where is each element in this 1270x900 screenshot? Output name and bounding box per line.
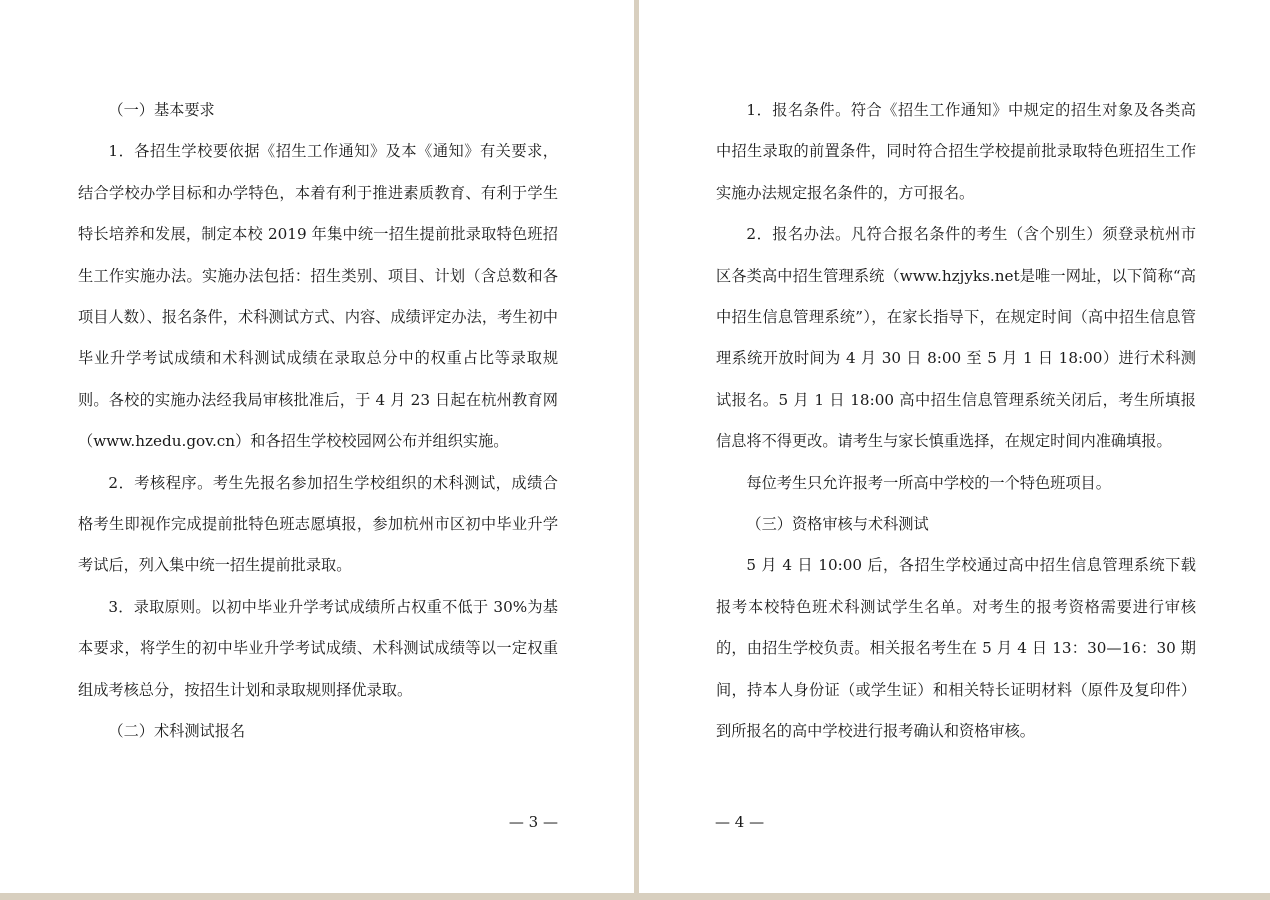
section-heading-test-registration: （二）术科测试报名: [108, 722, 246, 741]
section-heading-basic-requirements: （一）基本要求: [108, 101, 215, 119]
paragraph: 1．报名条件。符合《招生工作通知》中规定的招生对象及各类高中招生录取的前置条件，同时符合招生学校提前批录取特色班招生工作实施办法规定报名条件的，方可报名。: [716, 101, 1196, 202]
paragraph: 5 月 4 日 10:00 后，各招生学校通过高中招生信息管理系统下载报考本校特色班术科测试学生名单。对考生的报考资格需要进行审核的，由招生学校负责。相关报名考生在 5 月 4 日 13：30—16：30 期间，持本人身份证（或学生证）和相关特长证明材料（原件及复印件）到所报名的高中学校进行报考确认和资格审核。: [716, 556, 1196, 741]
left-page-body: [78, 90, 558, 753]
paragraph: 2．报名办法。凡符合报名条件的考生（含个别生）须登录杭州市区各类高中招生管理系统（www.hzjyks.net是唯一网址，以下简称“高中招生信息管理系统”），在家长指导下，在规定时间（高中招生信息管理系统开放时间为 4 月 30 日 8:00 至 5 月 1 日 18:00）进行术科测试报名。5 月 1 日 18:00 高中招生信息管理系统关闭后，考生所填报信息将不得更改。请考生与家长慎重选择，在规定时间内准确填报。: [716, 225, 1196, 451]
right-page-body: [716, 90, 1196, 753]
paragraph: 1．各招生学校要依据《招生工作通知》及本《通知》有关要求，结合学校办学目标和办学特色，本着有利于推进素质教育、有利于学生特长培养和发展，制定本校 2019 年集中统一招生提前批录取特色班招生工作实施办法。实施办法包括：招生类别、项目、计划（含总数和各项目人数）、报名条件，术科测试方式、内容、成绩评定办法，考生初中毕业升学考试成绩和术科测试成绩在录取总分中的权重占比等录取规则。各校的实施办法经我局审核批准后，于 4 月 23 日起在杭州教育网（www.hzedu.gov.cn）和各招生学校校园网公布并组织实施。: [78, 142, 558, 451]
page-number: — 4 —: [715, 813, 765, 831]
paragraph: 3．录取原则。以初中毕业升学考试成绩所占权重不低于 30%为基本要求，将学生的初中毕业升学考试成绩、术科测试成绩等以一定权重组成考核总分，按招生计划和录取规则择优录取。: [78, 597, 558, 699]
section-heading-qualification-review: （三）资格审核与术科测试: [746, 515, 929, 534]
page-number: — 3 —: [508, 813, 558, 831]
right-page: [639, 0, 1270, 893]
paragraph: 每位考生只允许报考一所高中学校的一个特色班项目。: [746, 473, 1111, 492]
paragraph: 2．考核程序。考生先报名参加招生学校组织的术科测试，成绩合格考生即视作完成提前批特色班志愿填报，参加杭州市区初中毕业升学考试后，列入集中统一招生提前批录取。: [78, 473, 558, 575]
left-page: [0, 0, 634, 893]
